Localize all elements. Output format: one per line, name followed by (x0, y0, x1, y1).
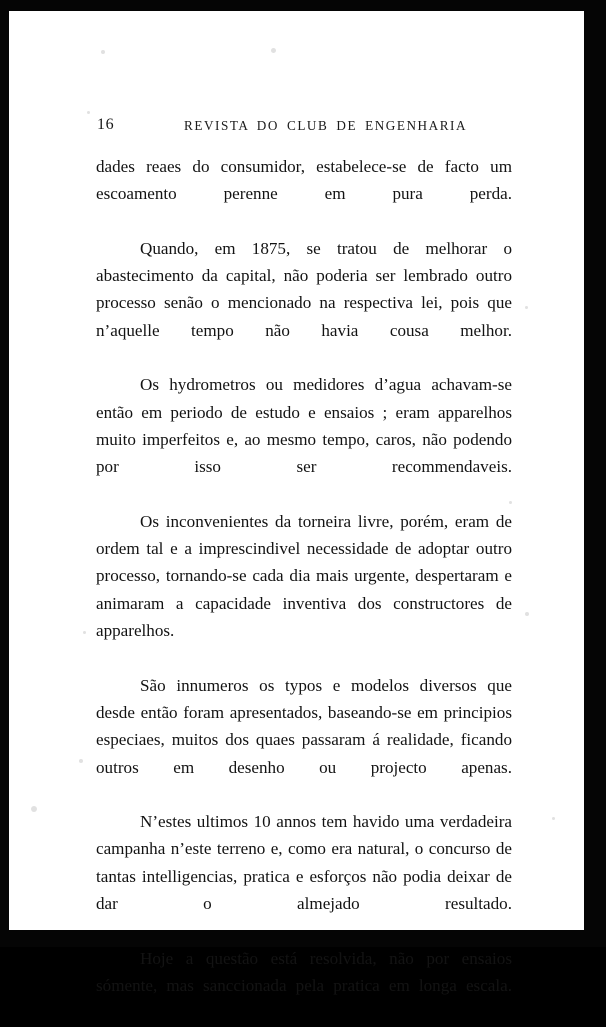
paragraph: Os inconvenientes da torneira livre, porém, eram de ordem tal e a imprescindivel necessidade de adoptar outro processo, tornando-se cada dia mais urgente, despertaram e animaram a capacidade inventiva dos constructores de apparelhos. (96, 511, 512, 641)
scan-speckle (271, 48, 276, 53)
page-number: 16 (97, 116, 115, 133)
scan-speckle (31, 806, 37, 812)
paragraph: dades reaes do consumidor, estabelece-se de facto um escoamento perenne em pura perda. (96, 157, 512, 204)
running-head (9, 116, 584, 138)
paragraph: Quando, em 1875, se tratou de melhorar o abastecimento da capital, não poderia ser lembrado outro processo senão o mencionado na respectiva lei, pois que n’aquelle tempo não havia cousa melhor. (96, 238, 512, 340)
scan-speckle (525, 306, 528, 309)
scan-speckle (525, 612, 529, 616)
paragraph: Os hydrometros ou medidores d’agua achavam-se então em periodo de estudo e ensaios ; eram apparelhos muito imperfeitos e, ao mesmo tempo, caros, não podendo por isso ser recommendaveis. (96, 375, 512, 477)
scan-speckle (83, 631, 86, 634)
paragraph: N’estes ultimos 10 annos tem havido uma verdadeira campanha n’este terreno e, como era natural, o concurso de tantas intelligencias, pratica e esforços não podia deixar de dar o almejado resultado. (96, 812, 512, 914)
paragraph: São innumeros os typos e modelos diversos que desde então foram apresentados, baseando-se em principios especiaes, muitos dos quaes passaram á realidade, ficando outros em desenho ou projecto apenas. (96, 675, 512, 777)
running-head-title: REVISTA DO CLUB DE ENGENHARIA (184, 118, 468, 133)
paragraph: Hoje a questão está resolvida, não por ensaios sómente, mas sanccionada pela pratica em longa escala. (96, 948, 512, 995)
scan-speckle (101, 50, 105, 54)
body-text (96, 153, 512, 1027)
scan-speckle (79, 759, 83, 763)
scan-speckle (552, 817, 555, 820)
page-sheet (9, 11, 584, 995)
scan-speckle (87, 111, 90, 114)
